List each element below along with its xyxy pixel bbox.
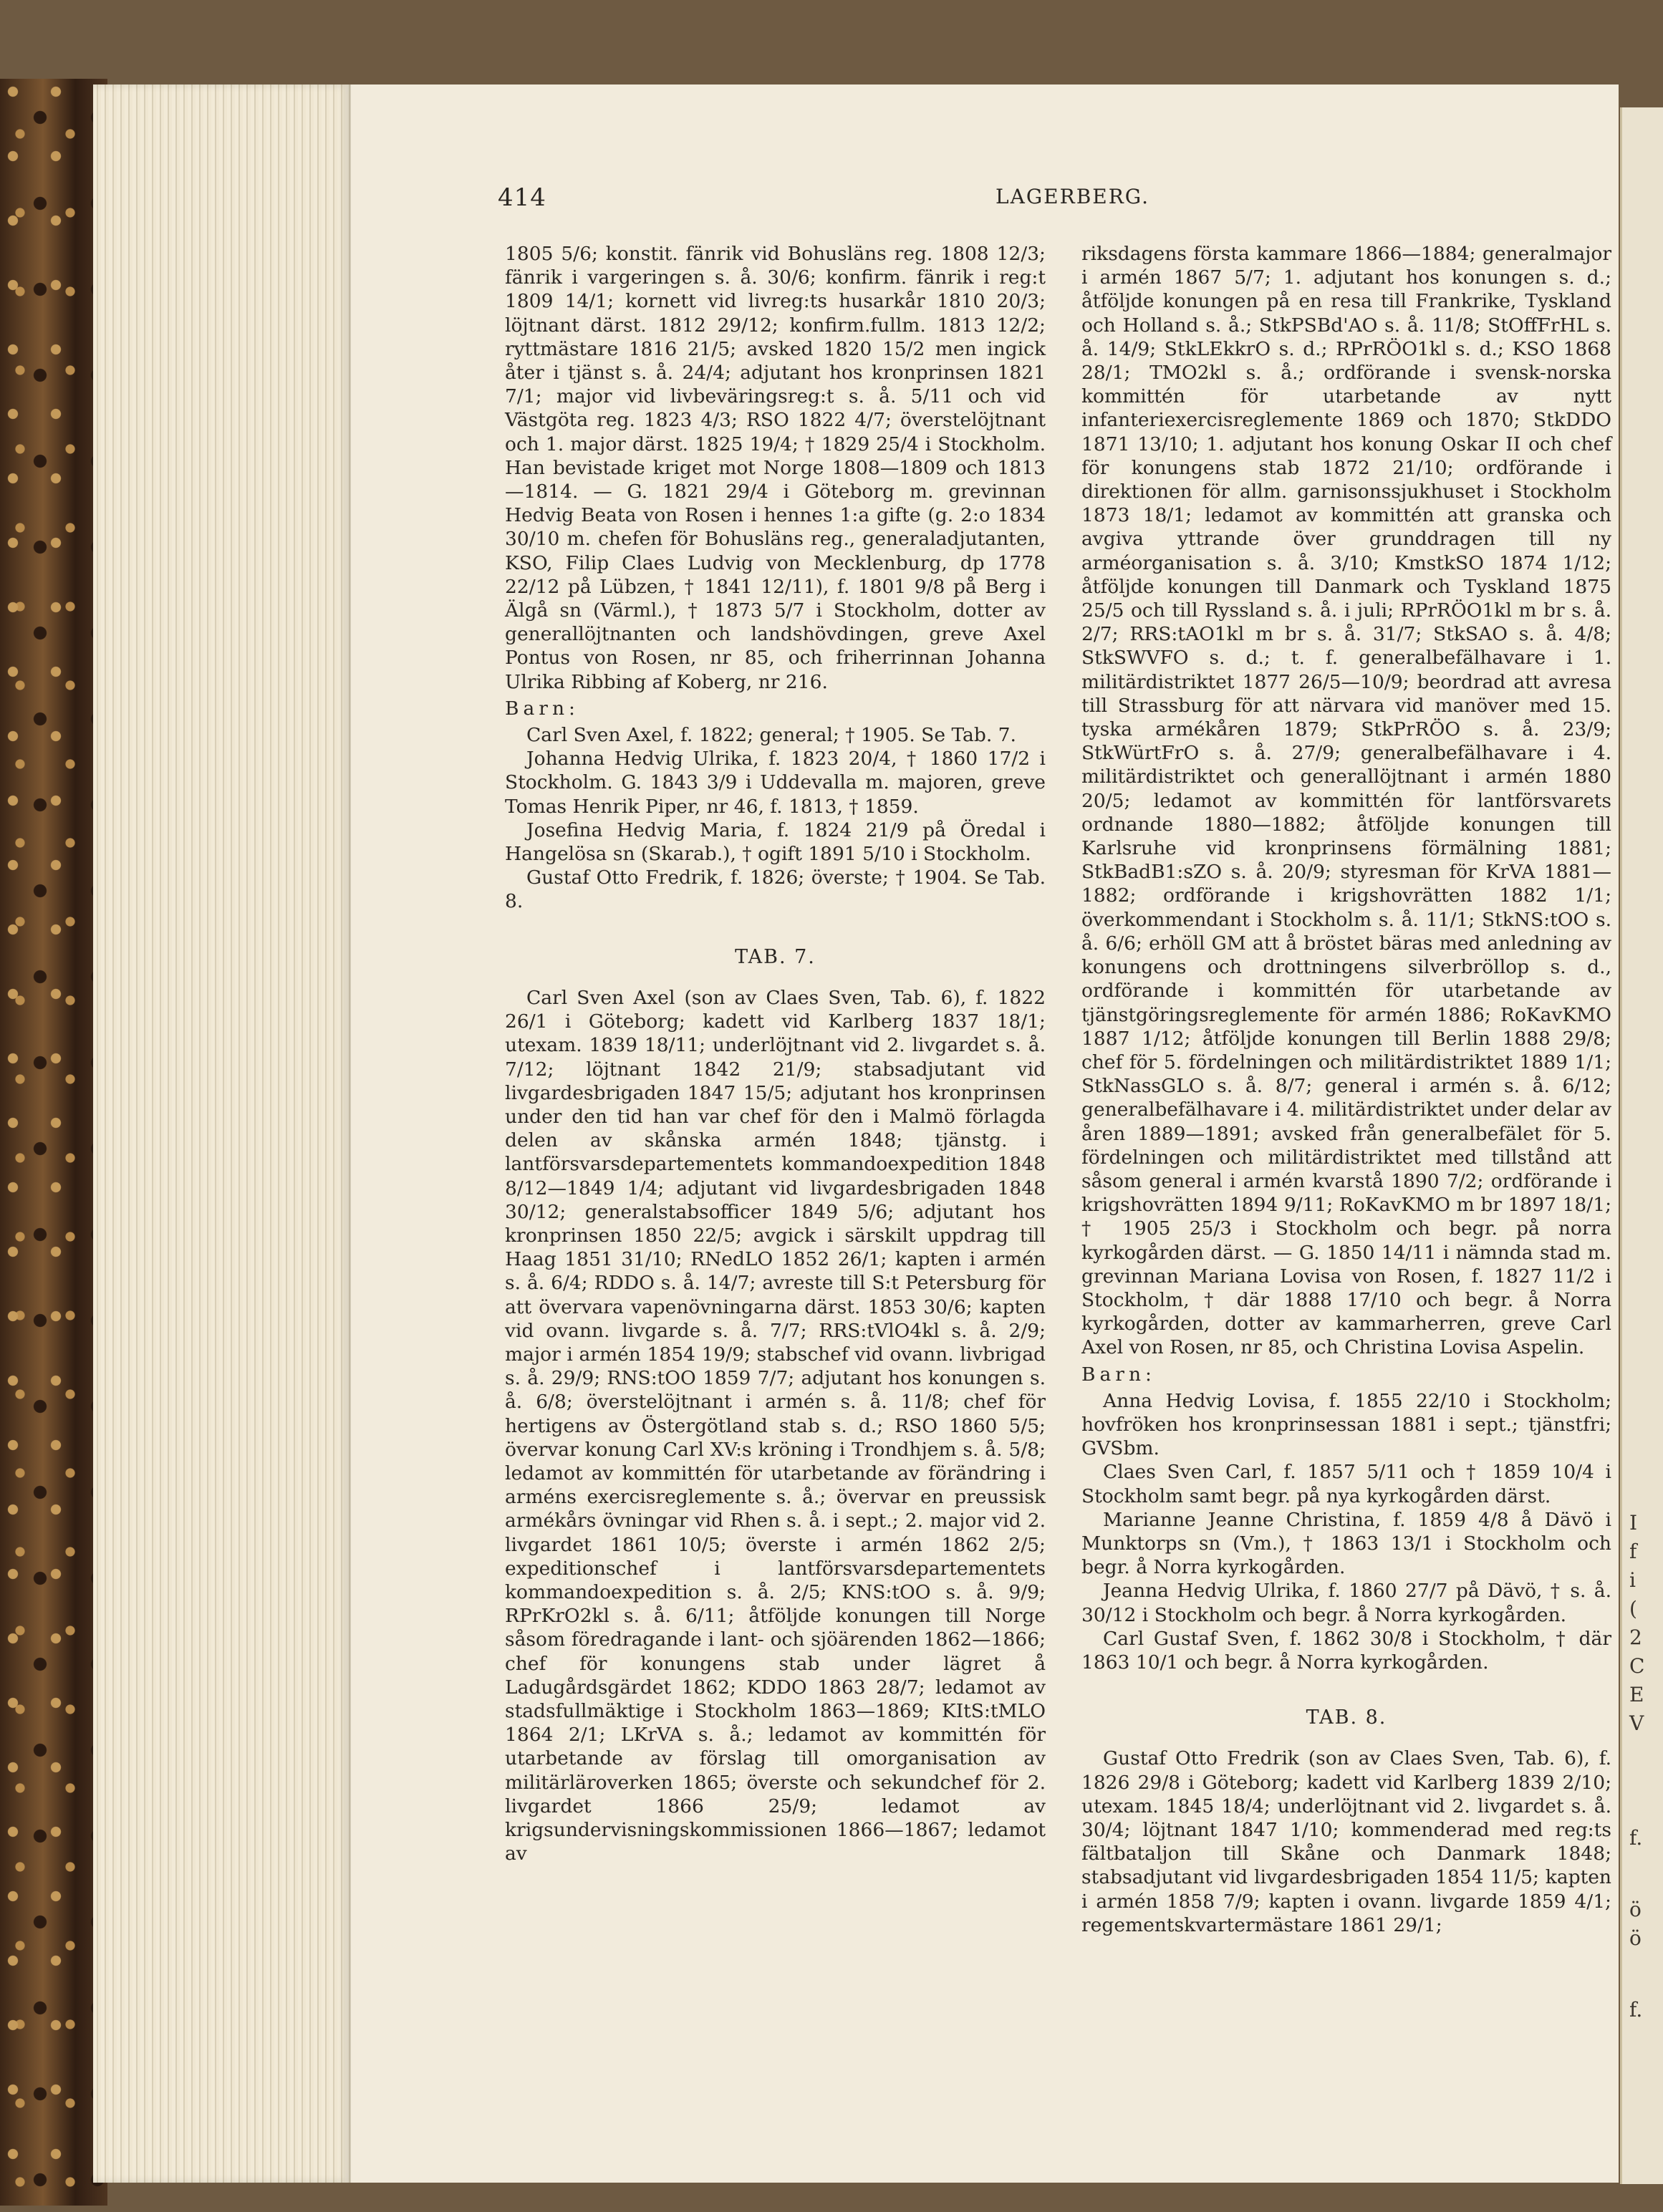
table-heading: TAB. 8. [1306,1706,1387,1729]
child-entry: Josefina Hedvig Maria, f. 1824 21/9 på Öredal i Hangelösa sn (Skarab.), † ogift 1891 5/10 i Stockholm. [505,818,1046,866]
table-heading: TAB. 7. [735,945,816,968]
child-entry: Claes Sven Carl, f. 1857 5/11 och † 1859 10/4 i Stockholm samt begr. på nya kyrkogården därst. [1081,1461,1611,1507]
running-title: LAGERBERG. [996,185,1150,208]
page-fragment: V [1629,1711,1644,1735]
biography-entry: Carl Sven Axel (son av Claes Sven, Tab. 6), f. 1822 26/1 i Göteborg; kadett vid Karlberg 1837 18/1; utexam. 1839 18/11; underlöjtnant vid 2. livgardet s. å. 7/12; löjtnant 1842 21/9; stabsadjutant vid livgardesbrigaden 1847 15/5; adjutant hos kronprinsen under den tid han var chef för den i Malmö förlagda delen av skånska armén 1848; tjänstg. i lantförsvarsdepartementets kommandoexpedition 1848 8/12—1849 1/4; adjutant vid livgardesbrigaden 1848 30/12; generalstabsofficer 1849 5/6; adjutant hos kronprinsen 1850 22/5; avgick i särskilt uppdrag till Haag 1851 31/10; RNedLO 1852 26/1; kapten i armén s. å. 6/4; RDDO s. å. 14/7; avreste till S:t Petersburg för att övervara vapenövningarna därst. 1853 30/6; kapten vid ovann. livgarde s. å. 7/7; RRS:tVlO4kl s. å. 2/9; major i armén 1854 19/9; stabschef vid ovann. livbrigad s. å. 29/9; RNS:tOO 1859 7/7; adjutant hos konungen s. å. 6/8; överstelöjtnant i armén s. å. 11/8; chef för hertigens av Östergötland stab s. d.; RSO 1860 5/5; övervar konung Carl XV:s kröning i Trondhjem s. å. 5/8; ledamot av kommittén för utarbetande av förändring i arméns exercisreglemente s. å.; övervar en preussisk armékårs övningar vid Rhen s. å. i sept.; 2. major vid 2. livgardet 1861 10/5; överste i armén 1862 2/5; expeditionschef i lantförsvarsdepartementets kommandoexpedition s. å. 2/5; KNS:tOO s. å. 9/9; RPrKrO2kl s. å. 6/11; åtföljde konungen till Norge såsom föredragande i lant- och sjöärenden 1862—1866; chef för konungens stab under lägret å Ladugårdsgärdet 1862; KDDO 1863 28/7; ledamot av stadsfullmäktige i Stockholm 1863—1869; KItS:tMLO 1864 2/1; LKrVA s. å.; ledamot av kommittén för utarbetande av förslag till omorganisation av militärläroverken 1865; överste och sekundchef för 2. livgardet 1866 25/9; ledamot av krigsundervisningskommissionen 1866—1867; ledamot av [505,986,1046,1865]
children-heading: Barn: [505,697,579,720]
page-fragment: I [1629,1511,1638,1535]
page-fragment: i [1629,1568,1636,1592]
page-fragment: 2 [1629,1626,1642,1649]
page-fragment: f. [1629,1826,1643,1850]
child-entry: Johanna Hedvig Ulrika, f. 1823 20/4, † 1860 17/2 i Stockholm. G. 1843 3/9 i Uddevalla m. majoren, greve Tomas Henrik Piper, nr 46, f. 1813, † 1859. [505,748,1046,818]
child-entry: Anna Hedvig Lovisa, f. 1855 22/10 i Stockholm; hovfröken hos kronprinsessan 1881 i sept.; tjänstfri; GVSbm. [1081,1389,1611,1460]
text-block: 1805 5/6; konstit. fänrik vid Bohusläns reg. 1808 12/3; fänrik i vargeringen s. å. 30/6; konfirm. fänrik i reg:t 1809 14/1; kornett vid livreg:ts husarkår 1810 20/3; löjtnant därst. 1812 29/12; konfirm.fullm. 1813 12/2; ryttmästare 1816 21/5; avsked 1820 15/2 men ingick åter i tjänst s. å. 24/4; adjutant hos kronprinsen 1821 7/1; major vid livbeväringsreg:t s. å. 5/11 och vid Västgöta reg. 1823 4/3; RSO 1822 4/7; överstelöjtnant och 1. major därst. 1825 19/4; † 1829 25/4 i Stockholm. Han bevistade kriget mot Norge 1808—1809 och 1813—1814. — G. 1821 29/4 i Göteborg m. grevinnan Hedvig Beata von Rosen i hennes 1:a gifte (g. 2:o 1834 30/10 m. chefen för Bohusläns reg., generaladjutanten, KSO, Filip Claes Ludvig von Mecklenburg, dp 1778 22/12 på Lübzen, † 1841 12/11), f. 1801 9/8 på Berg i Älgå sn (Värml.), † 1873 5/7 i Stockholm, dotter av generallöjtnanten och landshövdingen, greve Axel Pontus von Rosen, nr 85, och friherrinnan Johanna Ulrika Ribbing af Koberg, nr 216. [505,243,1046,693]
page-number: 414 [498,183,546,212]
child-entry: Marianne Jeanne Christina, f. 1859 4/8 å Dävö i Munktorps sn (Vm.), † 1863 13/1 i Stockholm och begr. å Norra kyrkogården. [1081,1508,1611,1579]
right-column [1081,242,1611,1937]
child-entry: Carl Gustaf Sven, f. 1862 30/8 i Stockholm, † där 1863 10/1 och begr. å Norra kyrkogården. [1081,1627,1611,1674]
left-column [505,242,1046,1865]
page-edges [93,84,351,2183]
adjacent-page [1620,107,1663,2184]
text-block: riksdagens första kammare 1866—1884; generalmajor i armén 1867 5/7; 1. adjutant hos konungen s. d.; åtföljde konungen på en resa till Frankrike, Tyskland och Holland s. å.; StkPSBd'AO s. å. 11/8; StOffFrHL s. å. 14/9; StkLEkkrO s. d.; RPrRÖO1kl s. d.; KSO 1868 28/1; TMO2kl s. å.; ordförande i svensk-norska kommittén för utarbetande av nytt infanteriexercisreglemente 1869 och 1870; StkDDO 1871 13/10; 1. adjutant hos konung Oskar II och chef för konungens stab 1872 21/10; ordförande i direktionen för allm. garnisonssjukhuset i Stockholm 1873 18/1; ledamot av kommittén att granska och avgiva yttrande över grunddragen till ny arméorganisation s. å. 3/10; KmstkSO 1874 1/12; åtföljde konungen till Danmark och Tyskland 1875 25/5 och till Ryssland s. å. i juli; RPrRÖO1kl m br s. å. 2/7; RRS:tAO1kl m br s. å. 31/7; StkSAO s. å. 4/8; StkSWVFO s. d.; t. f. generalbefälhavare i 1. militärdistriktet 1877 26/5—10/9; beordrad att avresa till Strassburg för att närvara vid manöver med 15. tyska armékåren 1879; StkPrRÖO s. å. 23/9; StkWürtFrO s. å. 27/9; generalbefälhavare i 4. militärdistriktet och generallöjtnant i armén 1880 20/5; ledamot av kommittén för lantförsvarets ordnande 1880—1882; åtföljde konungen till Karlsruhe vid kronprinsens förmälning 1881; StkBadB1:sZO s. å. 20/9; styresman för KrVA 1881—1882; ordförande i krigshovrätten 1882 1/1; överkommendant i Stockholm s. å. 11/1; StkNS:tOO s. å. 6/6; erhöll GM att å bröstet bäras med anledning av konungens och drottningens silverbröllop s. d., ordförande i kommittén för utarbetande av tjänstgöringsreglemente för armén 1886; RoKavKMO 1887 1/12; åtföljde konungen till Berlin 1888 29/8; chef för 5. fördelningen och militärdistriktet 1889 1/1; StkNassGLO s. å. 8/7; general i armén s. å. 6/12; generalbefälhavare i 4. militärdistriktet under delar av åren 1889—1891; avsked från generalbefälet för 5. fördelningen och militärdistriktet med tillstånd att såsom general i armén kvarstå 1890 7/2; ordförande i krigshovrätten 1894 9/11; RoKavKMO m br 1897 18/1; † 1905 25/3 i Stockholm och begr. på norra kyrkogården därst. — G. 1850 14/11 i nämnda stad m. grevinnan Mariana Lovisa von Rosen, f. 1827 11/2 i Stockholm, † där 1888 17/10 och begr. å Norra kyrkogården, dotter av kammarherren, greve Carl Axel von Rosen, nr 85, och Christina Lovisa Aspelin. [1081,243,1611,1359]
page-fragment: C [1629,1654,1645,1678]
page-fragment: ö [1629,1926,1642,1950]
children-heading: Barn: [1081,1363,1156,1386]
book-page [351,84,1619,2183]
child-entry: Gustaf Otto Fredrik, f. 1826; överste; † 1904. Se Tab. 8. [505,866,1046,913]
page-fragment: f. [1629,1998,1643,2022]
page-fragment: ö [1629,1898,1642,1921]
page-fragment: E [1629,1683,1644,1706]
child-entry: Jeanna Hedvig Ulrika, f. 1860 27/7 på Dävö, † s. å. 30/12 i Stockholm och begr. å Norra kyrkogården. [1081,1580,1611,1626]
page-fragment: f [1629,1540,1637,1563]
child-entry: Carl Sven Axel, f. 1822; general; † 1905. Se Tab. 7. [526,724,1016,747]
biography-entry: Gustaf Otto Fredrik (son av Claes Sven, Tab. 6), f. 1826 29/8 i Göteborg; kadett vid Karlberg 1839 2/10; utexam. 1845 18/4; underlöjtnant vid 2. livgardet s. å. 30/4; löjtnant 1847 1/10; kommenderad med reg:ts fältbataljon till Skåne och Danmark 1848; stabsadjutant vid livgardesbrigaden 1854 11/5; kapten i armén 1858 7/9; kapten i ovann. livgarde 1859 4/1; regementskvartermästare 1861 29/1; [1081,1747,1611,1936]
book-cover [0,79,107,2206]
page-fragment: ( [1629,1597,1637,1621]
